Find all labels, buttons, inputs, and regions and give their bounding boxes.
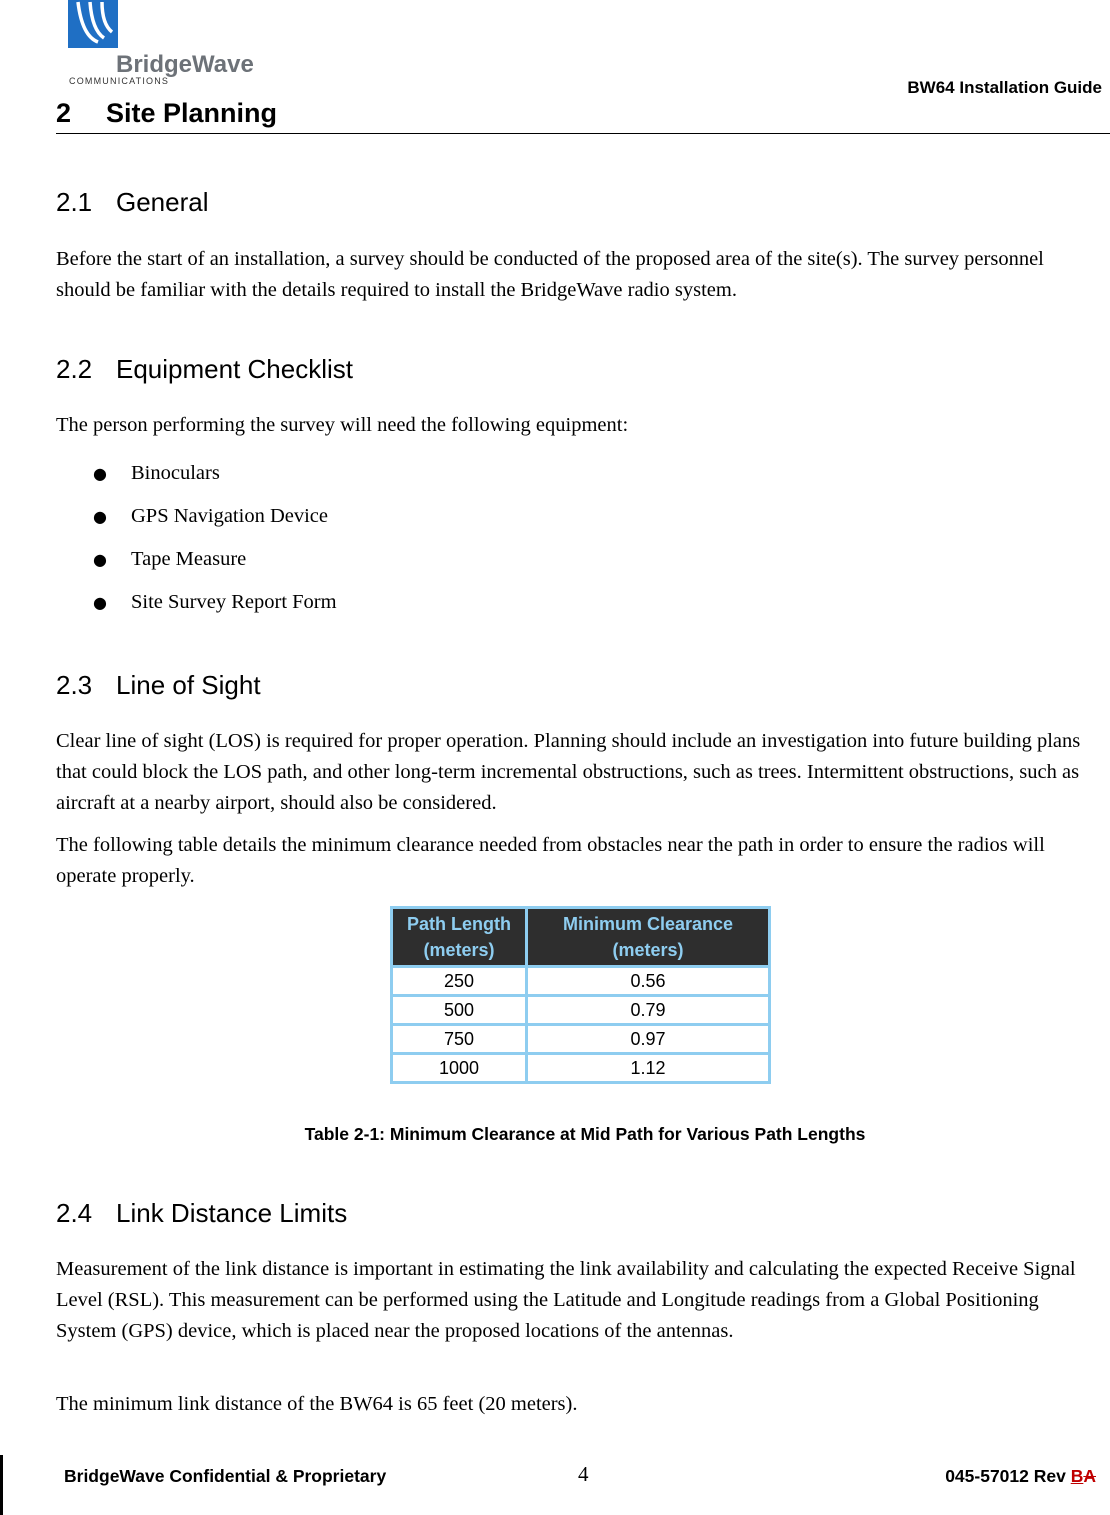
- table-row: [392, 1025, 770, 1054]
- section-heading-link-distance-limits: 2.4 Link Distance Limits: [56, 1198, 348, 1228]
- general-paragraph: Before the start of an installation, a survey should be conducted of the proposed area of the site(s). The survey personnel should be familiar with the details required to install the BridgeWave radio system.: [56, 248, 1044, 301]
- bullet-icon: ●: [93, 464, 107, 483]
- table-header-row: [392, 908, 770, 967]
- svg-text:COMMUNICATIONS: COMMUNICATIONS: [69, 76, 170, 86]
- chapter-heading: [56, 98, 277, 129]
- footer-doc-number: 045-57012 Rev BA: [945, 1466, 1096, 1486]
- chapter-number: 2: [56, 98, 72, 128]
- minimum-link-distance-paragraph: The minimum link distance of the BW64 is 65 feet (20 meters).: [56, 1393, 578, 1415]
- table-row: [392, 996, 770, 1025]
- bullet-icon: ●: [93, 507, 107, 526]
- page-number: 4: [578, 1462, 589, 1486]
- revision-change-bar: [0, 1455, 3, 1515]
- table-row: [392, 967, 770, 996]
- table-row: [392, 1054, 770, 1083]
- table-cell: 0.79: [527, 996, 770, 1025]
- table-cell: 250: [392, 967, 527, 996]
- header-divider: [56, 133, 1110, 134]
- section-heading-general: 2.1 General: [56, 187, 209, 217]
- footer-confidential: BridgeWave Confidential & Proprietary: [64, 1466, 387, 1486]
- line-of-sight-paragraph: Clear line of sight (LOS) is required for proper operation. Planning should include an investigation into future building plans that could block the LOS path, and other long-term incremental obstructions, such as trees. Intermittent obstructions, such as aircraft at a nearby airport, should also be considered.: [56, 730, 1081, 814]
- bridgewave-logo-mark: [66, 0, 266, 90]
- column-header-path-length: Path Length (meters): [392, 908, 527, 967]
- table-cell: 0.97: [527, 1025, 770, 1054]
- chapter-title: Site Planning: [106, 98, 278, 128]
- section-heading-line-of-sight: 2.3 Line of Sight: [56, 670, 261, 700]
- list-item: ● Site Survey Report Form: [93, 591, 337, 613]
- table-cell: 1.12: [527, 1054, 770, 1083]
- table-intro-paragraph: The following table details the minimum clearance needed from obstacles near the path in order to ensure the radios will operate properly.: [56, 834, 1045, 887]
- svg-text:BridgeWave: BridgeWave: [116, 51, 254, 78]
- column-header-minimum-clearance: Minimum Clearance (meters): [527, 908, 770, 967]
- bridgewave-logo: [66, 0, 266, 90]
- revision-new: B: [1070, 1466, 1084, 1486]
- guide-title: BW64 Installation Guide: [907, 78, 1102, 97]
- section-heading-equipment-checklist: 2.2 Equipment Checklist: [56, 354, 353, 384]
- clearance-table: [390, 906, 771, 1084]
- table-cell: 750: [392, 1025, 527, 1054]
- table-cell: 0.56: [527, 967, 770, 996]
- bullet-icon: ●: [93, 550, 107, 569]
- table-cell: 1000: [392, 1054, 527, 1083]
- table-cell: 500: [392, 996, 527, 1025]
- table-caption: Table 2-1: Minimum Clearance at Mid Path for Various Path Lengths: [304, 1124, 866, 1144]
- bullet-icon: ●: [93, 593, 107, 612]
- list-item: ● GPS Navigation Device: [93, 505, 328, 527]
- equipment-intro-paragraph: The person performing the survey will need the following equipment:: [56, 414, 629, 436]
- revision-old: A: [1083, 1466, 1096, 1486]
- list-item: ● Binoculars: [93, 462, 220, 484]
- list-item: ● Tape Measure: [93, 548, 247, 570]
- link-distance-paragraph: Measurement of the link distance is important in estimating the link availability and calculating the expected Receive Signal Level (RSL). This measurement can be performed using the Latitude and Longitude readings from a Global Positioning System (GPS) device, which is placed near the proposed locations of the antennas.: [56, 1258, 1076, 1342]
